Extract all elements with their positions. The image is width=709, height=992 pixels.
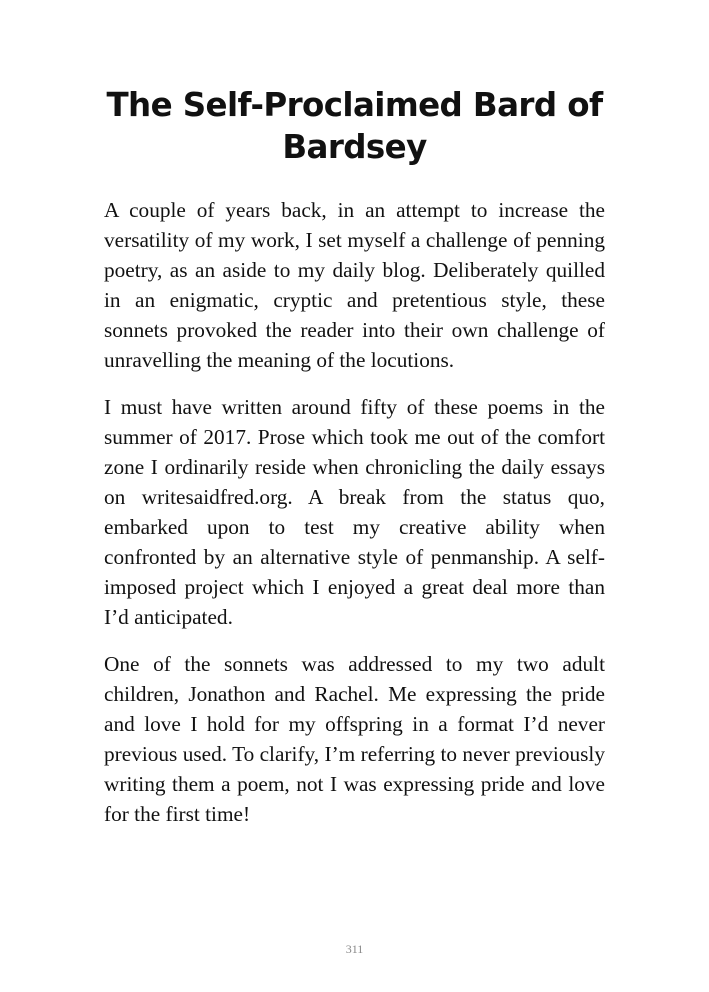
body-paragraph: A couple of years back, in an attempt to increase the versatility of my work, I set myself a challenge of penning poetry, as an aside to my daily blog. Deliberately quilled in an enigmatic, cryptic and pretentious style, these sonnets provoked the reader into their own challenge of unravelling the meaning of the locutions. [104, 198, 605, 372]
chapter-title: The Self-Proclaimed Bard of Bardsey [106, 86, 603, 166]
body-paragraph: One of the sonnets was addressed to my two adult children, Jonathon and Rachel. Me expressing the pride and love I hold for my offspring in a format I’d never previous used. To clarify, I’m referring to never previously writing them a poem, not I was expressing pride and love for the first time! [104, 652, 605, 826]
body-paragraph: I must have written around fifty of these poems in the summer of 2017. Prose which took me out of the comfort zone I ordinarily reside when chronicling the daily essays on writesaidfred.org. A break from the status quo, embarked upon to test my creative ability when confronted by an alternative style of penmanship. A self-imposed project which I enjoyed a great deal more than I’d anticipated. [104, 395, 605, 629]
chapter-body [104, 195, 605, 846]
page-number: 311 [345, 942, 364, 956]
